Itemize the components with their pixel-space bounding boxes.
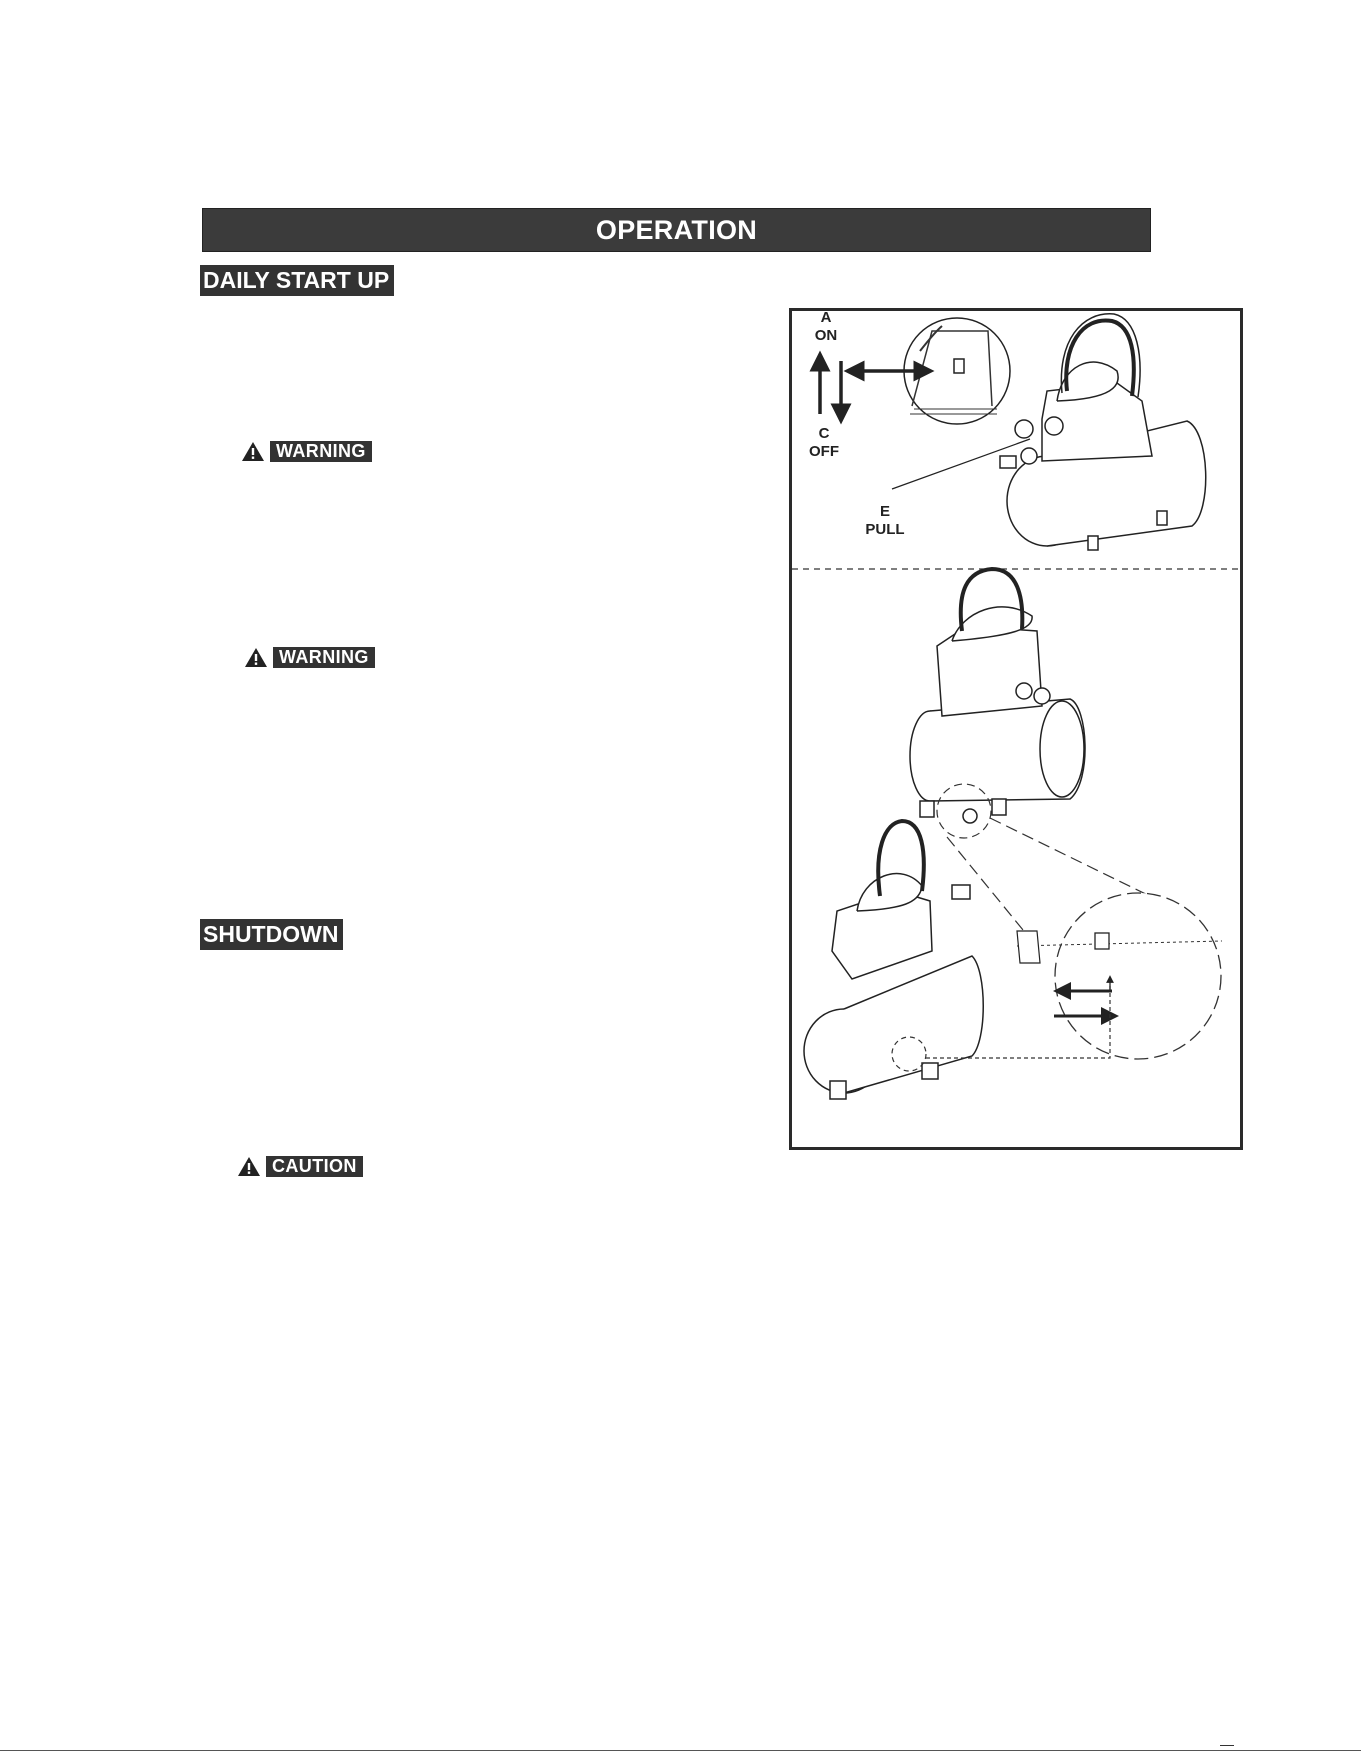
callout-e (860, 503, 910, 539)
exclamation-triangle-icon (244, 647, 268, 668)
section-heading-daily-start-up: DAILY START UP (200, 265, 394, 296)
compressor-figure (789, 308, 1243, 1150)
callout-c-word: OFF (809, 443, 839, 460)
warning-label-1 (241, 440, 372, 462)
callout-a-letter: A (820, 309, 832, 326)
compressor-side-view (910, 569, 1085, 823)
callout-c (802, 425, 846, 461)
callout-a-word: ON (814, 327, 838, 344)
exclamation-triangle-icon (237, 1156, 261, 1177)
caution-word: CAUTION (266, 1156, 363, 1177)
compressor-front-view (804, 821, 983, 1099)
callout-a (808, 309, 844, 345)
up-down-arrows-icon (820, 361, 841, 414)
callout-e-word: PULL (865, 521, 905, 538)
callout-e-letter: E (879, 503, 890, 520)
warning-label-2 (244, 646, 375, 668)
warning-word: WARNING (273, 647, 375, 668)
section-heading-shutdown: SHUTDOWN (200, 919, 343, 950)
exclamation-triangle-icon (241, 441, 265, 462)
callout-c-letter: C (818, 425, 830, 442)
operation-header-banner (202, 208, 1151, 252)
warning-word: WARNING (270, 441, 372, 462)
compressor-illustration (792, 311, 1240, 1147)
caution-label (237, 1155, 363, 1177)
footer-rule (0, 1750, 1361, 1751)
footer-mark (1220, 1745, 1234, 1746)
compressor-top-view (1000, 314, 1206, 550)
drain-valve-zoom-circle (1017, 893, 1222, 1059)
page-title: OPERATION (595, 214, 758, 245)
